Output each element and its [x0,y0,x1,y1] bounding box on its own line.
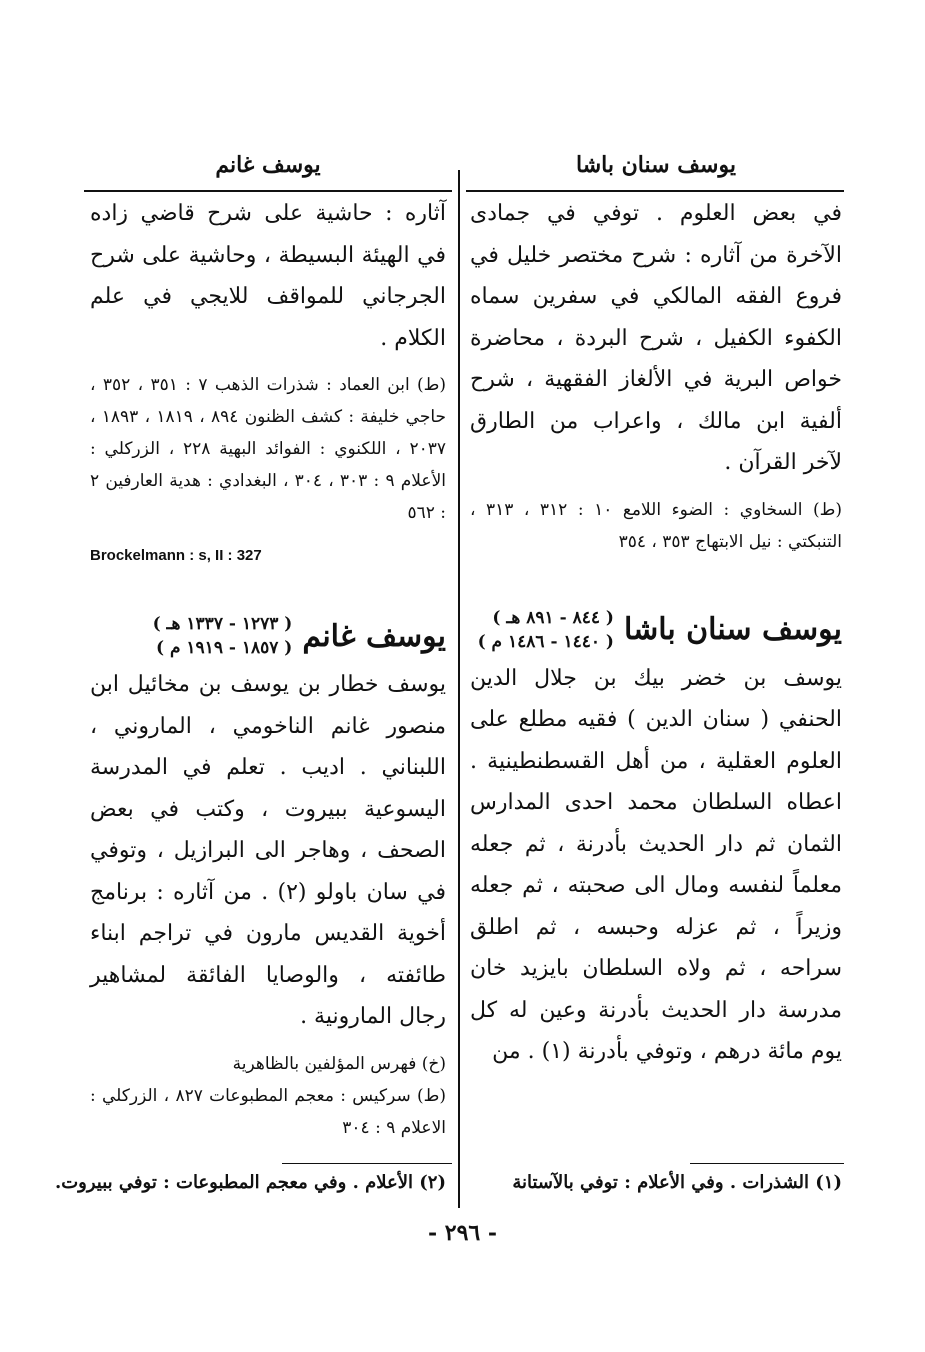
left-entry-text: يوسف خطار بن يوسف بن مخائيل ابن منصور غانم الناخومي ، الماروني ، اللبناني . اديب . تعلم في المدرسة اليسوعية ببيروت ، وكتب في بعض الصحف ، وهاجر الى البرازيل ، وتوفي في سان باولو (٢) . من آثاره : برنامج أخوية القديس مارون في تراجم ابناء طائفته ، والوصايا الفائقة لمشاهير رجال المارونية . [90,672,446,1029]
right-continuation-text: في بعض العلوم . توفي في جمادى الآخرة من آثاره : شرح مختصر خليل في فروع الفقه المالكي في سفرين سماه الكفوء الكفيل ، شرح البردة ، محاضرة خواص البرية في الألغاز الفقهية ، شرح ألفية ابن مالك ، واعراب من الطارق لآخر القرآن . [470,201,842,475]
left-latin-reference: Brockelmann : s, II : 327 [90,547,262,564]
column-divider [458,170,460,1208]
left-entry-ref-t: (ط) سركيس : معجم المطبوعات ٨٢٧ ، الزركلي : الاعلام ٩ : ٣٠٤ [90,1085,447,1138]
left-entry-dates-gregorian: ( ١٨٥٧ - ١٩١٩ م ) [156,638,293,658]
left-footnote-rule [282,1163,452,1164]
left-column [90,145,446,1144]
right-entry-title [470,606,842,654]
left-entry-dates [153,612,293,660]
left-running-header: يوسف غانم [215,152,321,178]
right-entry-dates-hijri: ( ٨٤٤ - ٨٩١ هـ ) [492,607,614,628]
right-footnote: (١) الشذرات . وفي الأعلام : توفي بالآستانة [512,1172,842,1193]
left-entry-dates-hijri: ( ١٢٧٣ - ١٣٣٧ هـ ) [152,614,293,634]
right-entry-text: يوسف بن خضر بيك بن جلال الدين الحنفي ( سنان الدين ) فقيه مطلع على العلوم العقلية ، من أهل القسطنطينية . اعطاه السلطان محمد احدى المدارس الثمان ثم دار الحديث بأدرنة ، ثم جعله معلماً لنفسه ومال الى صحبته ، ثم جعله وزيراً ، ثم عزله وحبسه ، ثم اطلق سراحه ، ثم ولاه السلطان بايزيد خان مدرسة دار الحديث بأدرنة وعين له كل يوم مائة درهم ، وتوفي بأدرنة (١) . من [470,665,842,1064]
left-entry-ref-kh: (خ) فهرس المؤلفين بالظاهرية [232,1053,446,1074]
right-references: (ط) السخاوي : الضوء اللامع ١٠ : ٣١٢ ، ٣١٣ ، التنبكتي : نيل الابتهاج ٣٥٣ ، ٣٥٤ [470,499,842,552]
left-footnote: (٢) الأعلام . وفي معجم المطبوعات : توفي ببيروت. [54,1172,446,1193]
page-number: - ٢٩٦ - [427,1220,498,1246]
right-running-header: يوسف سنان باشا [576,152,736,178]
right-entry-dates [478,606,614,654]
left-references: (ط) ابن العماد : شذرات الذهب ٧ : ٣٥١ ، ٣٥٢ ، حاجي خليفة : كشف الظنون ٨٩٤ ، ١٨١٩ ، ١٨٩٣ ، ٢٠٣٧ ، اللكنوي : الفوائد البهية ٢٢٨ ، الزركلي : الأعلام ٩ : ٣٠٣ ، ٣٠٤ ، البغدادي : هدية العارفين ٢ : ٥٦٢ [90,375,447,523]
right-entry-dates-gregorian: ( ١٤٤٠ - ١٤٨٦ م ) [477,631,614,652]
left-entry-name: يوسف غانم [302,618,446,654]
right-entry-name: يوسف سنان باشا [623,612,842,647]
right-column [470,145,842,1073]
left-continuation-text: آثاره : حاشية على شرح قاضي زاده في الهيئة البسيطة ، وحاشية على شرح الجرجاني للمواقف للايجي في علم الكلام . [90,201,446,351]
left-entry-title [90,612,446,660]
right-footnote-rule [690,1163,844,1164]
